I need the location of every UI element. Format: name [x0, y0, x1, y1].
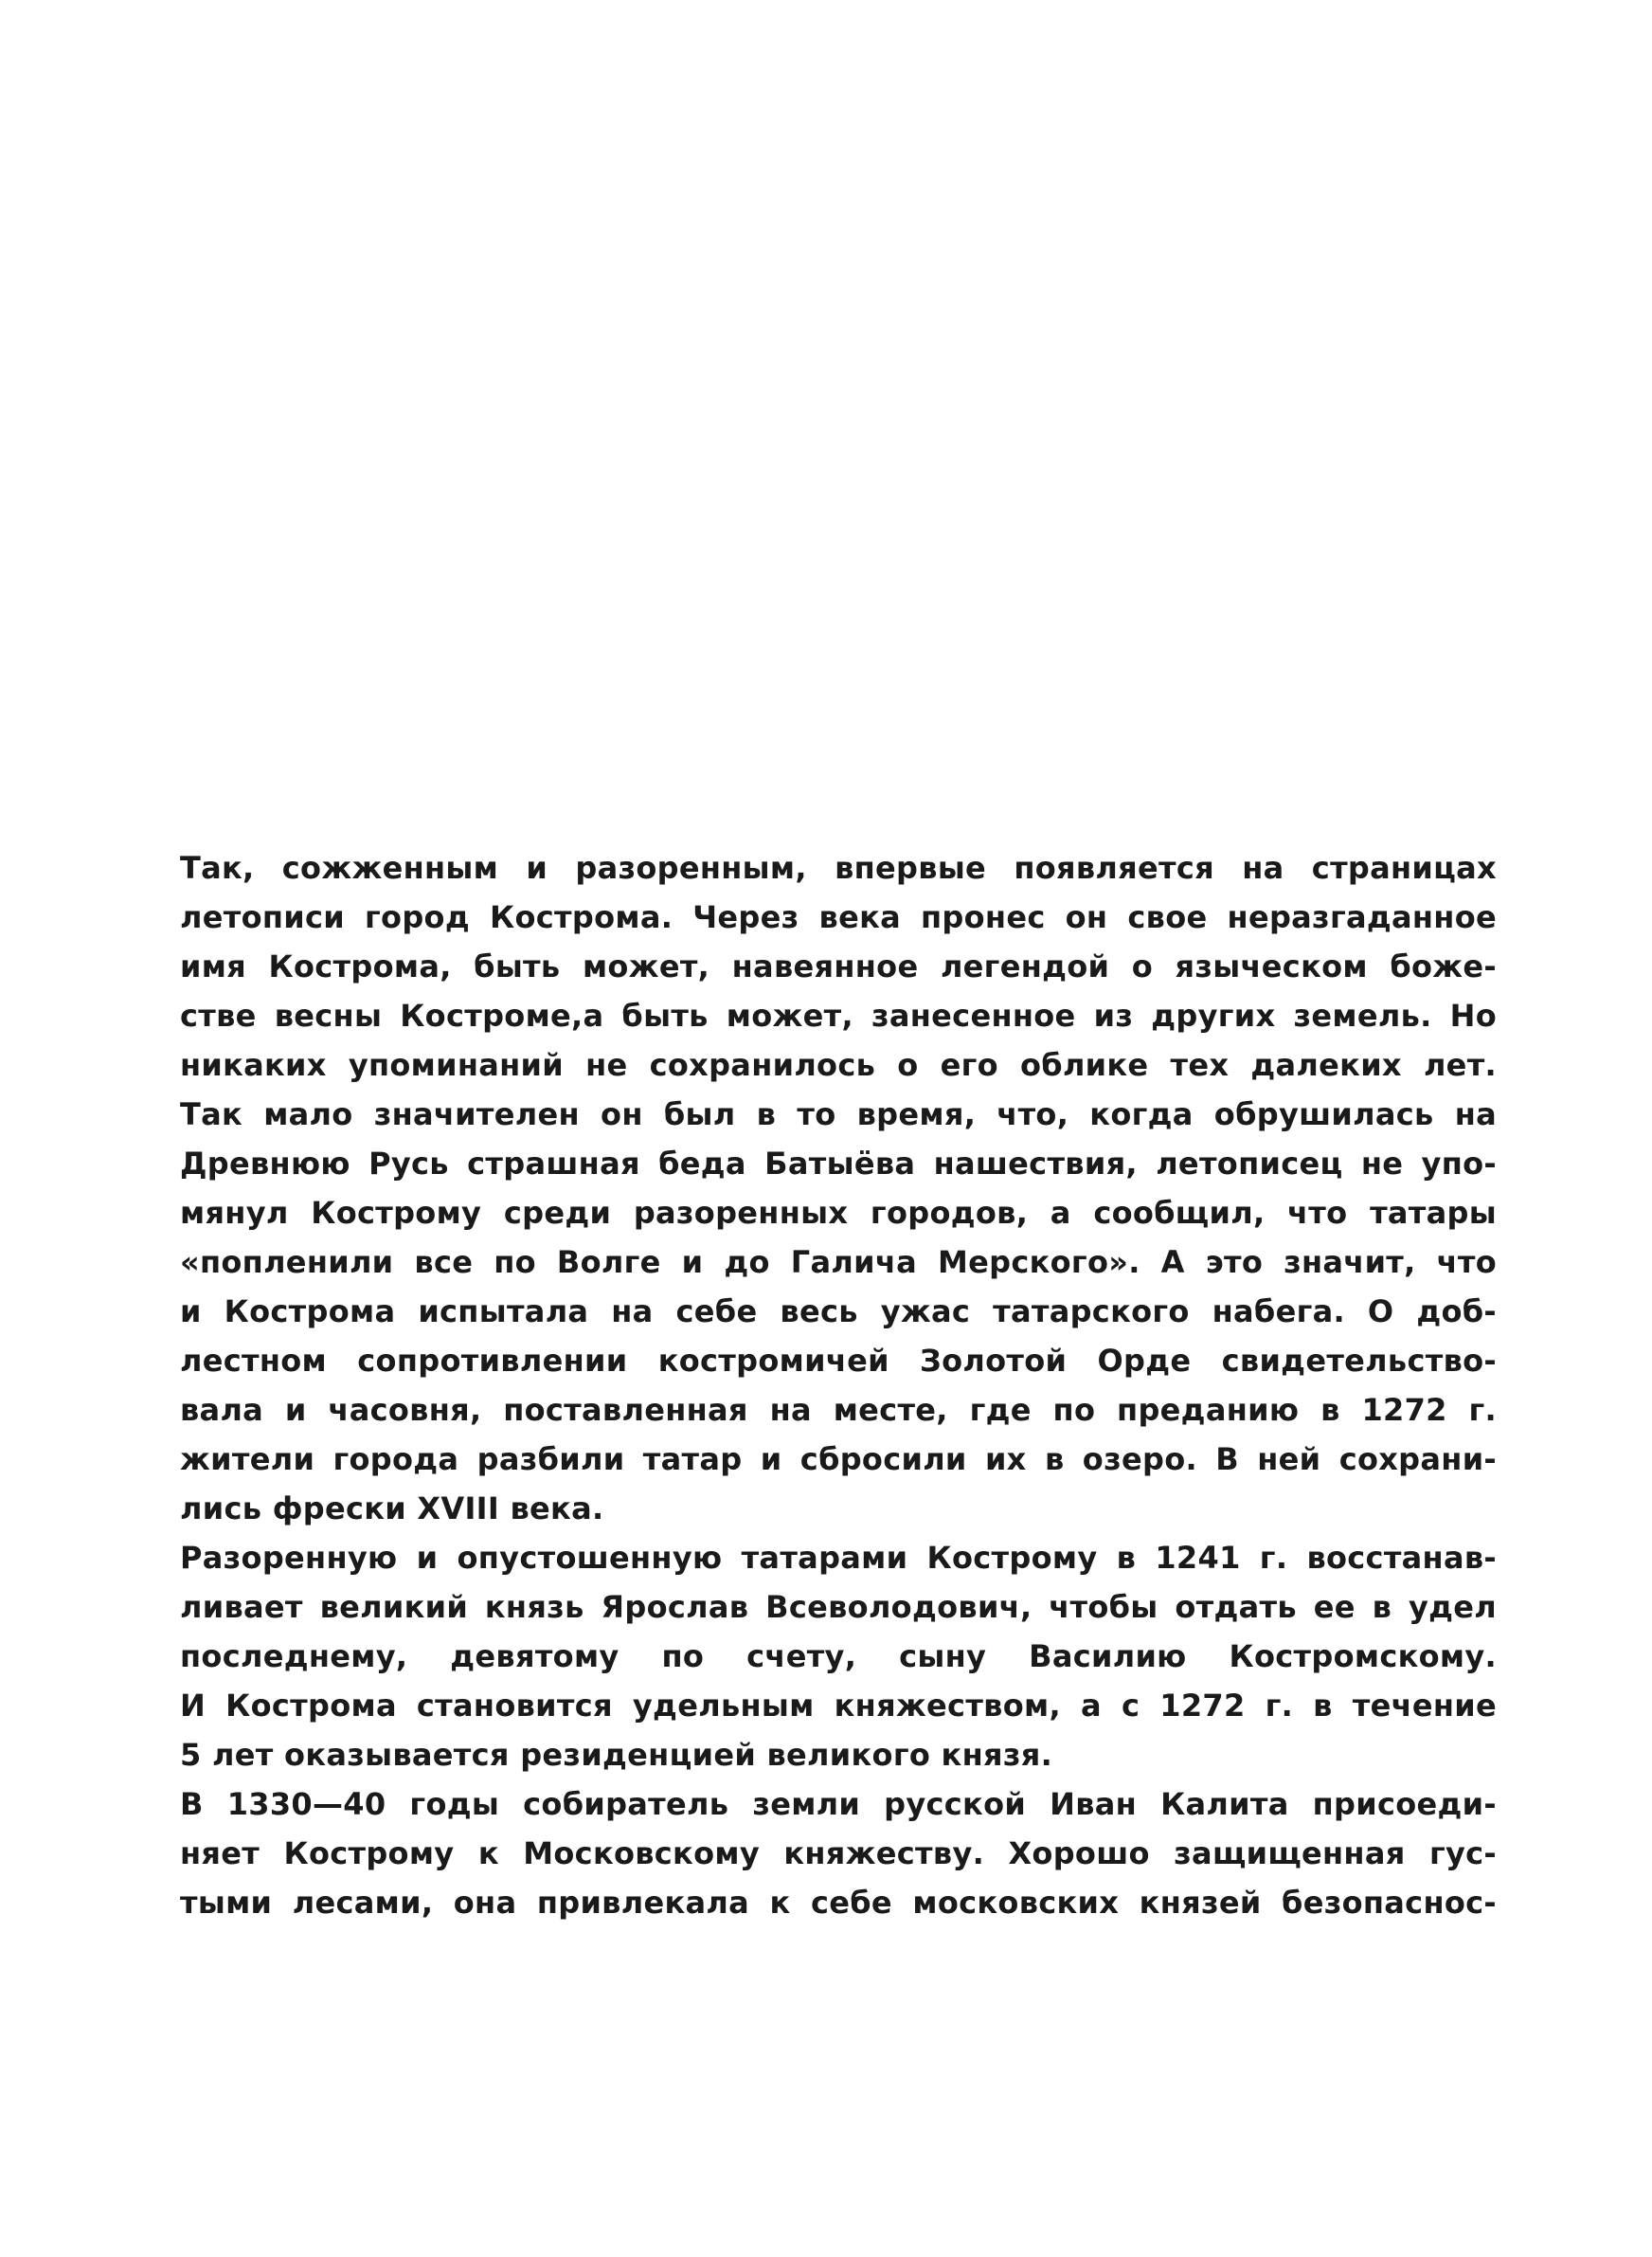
text-line: Древнюю Русь страшная беда Батыёва нашествия, летописец не упо-	[180, 1146, 1497, 1182]
text-line: «попленили все по Волге и до Галича Мерского». А это значит, что	[180, 1244, 1497, 1280]
text-line: И Кострома становится удельным княжеством, а с 1272 г. в течение	[180, 1688, 1497, 1724]
text-line: лестном сопротивлении костромичей Золотой Орде свидетельство-	[180, 1343, 1497, 1379]
text-line: имя Кострома, быть может, навеянное легендой о языческом боже-	[180, 948, 1497, 984]
text-line: лись фрески XVIII века.	[180, 1490, 604, 1526]
paragraph-3	[180, 1779, 1497, 1927]
text-line: жители города разбили татар и сбросили их в озеро. В ней сохрани-	[180, 1441, 1497, 1477]
text-line: стве весны Костроме,а быть может, занесенное из других земель. Но	[180, 998, 1497, 1034]
body-text	[180, 843, 1497, 1927]
text-line: и Кострома испытала на себе весь ужас татарского набега. О доб-	[180, 1293, 1497, 1329]
paragraph-1	[180, 843, 1497, 1533]
text-line: никаких упоминаний не сохранилось о его облике тех далеких лет.	[180, 1047, 1497, 1083]
text-line: В 1330—40 годы собиратель земли русской Иван Калита присоеди-	[180, 1786, 1497, 1822]
text-line: ливает великий князь Ярослав Всеволодович, чтобы отдать ее в удел	[180, 1589, 1497, 1625]
text-line: Так мало значителен он был в то время, что, когда обрушилась на	[180, 1096, 1497, 1132]
paragraph-2	[180, 1533, 1497, 1779]
text-line: летописи город Кострома. Через века пронес он свое неразгаданное	[180, 899, 1497, 935]
text-line: последнему, девятому по счету, сыну Василию Костромскому.	[180, 1638, 1497, 1674]
text-line: Так, сожженным и разоренным, впервые появляется на страницах	[180, 850, 1497, 886]
text-line: Разоренную и опустошенную татарами Кострому в 1241 г. восстанав-	[180, 1540, 1497, 1576]
text-line: няет Кострому к Московскому княжеству. Хорошо защищенная гус-	[180, 1835, 1497, 1871]
text-line: мянул Кострому среди разоренных городов, а сообщил, что татары	[180, 1195, 1497, 1231]
text-line: вала и часовня, поставленная на месте, где по преданию в 1272 г.	[180, 1392, 1497, 1428]
text-line: тыми лесами, она привлекала к себе московских князей безопаснос-	[180, 1885, 1497, 1921]
text-line: 5 лет оказывается резиденцией великого князя.	[180, 1737, 1053, 1773]
